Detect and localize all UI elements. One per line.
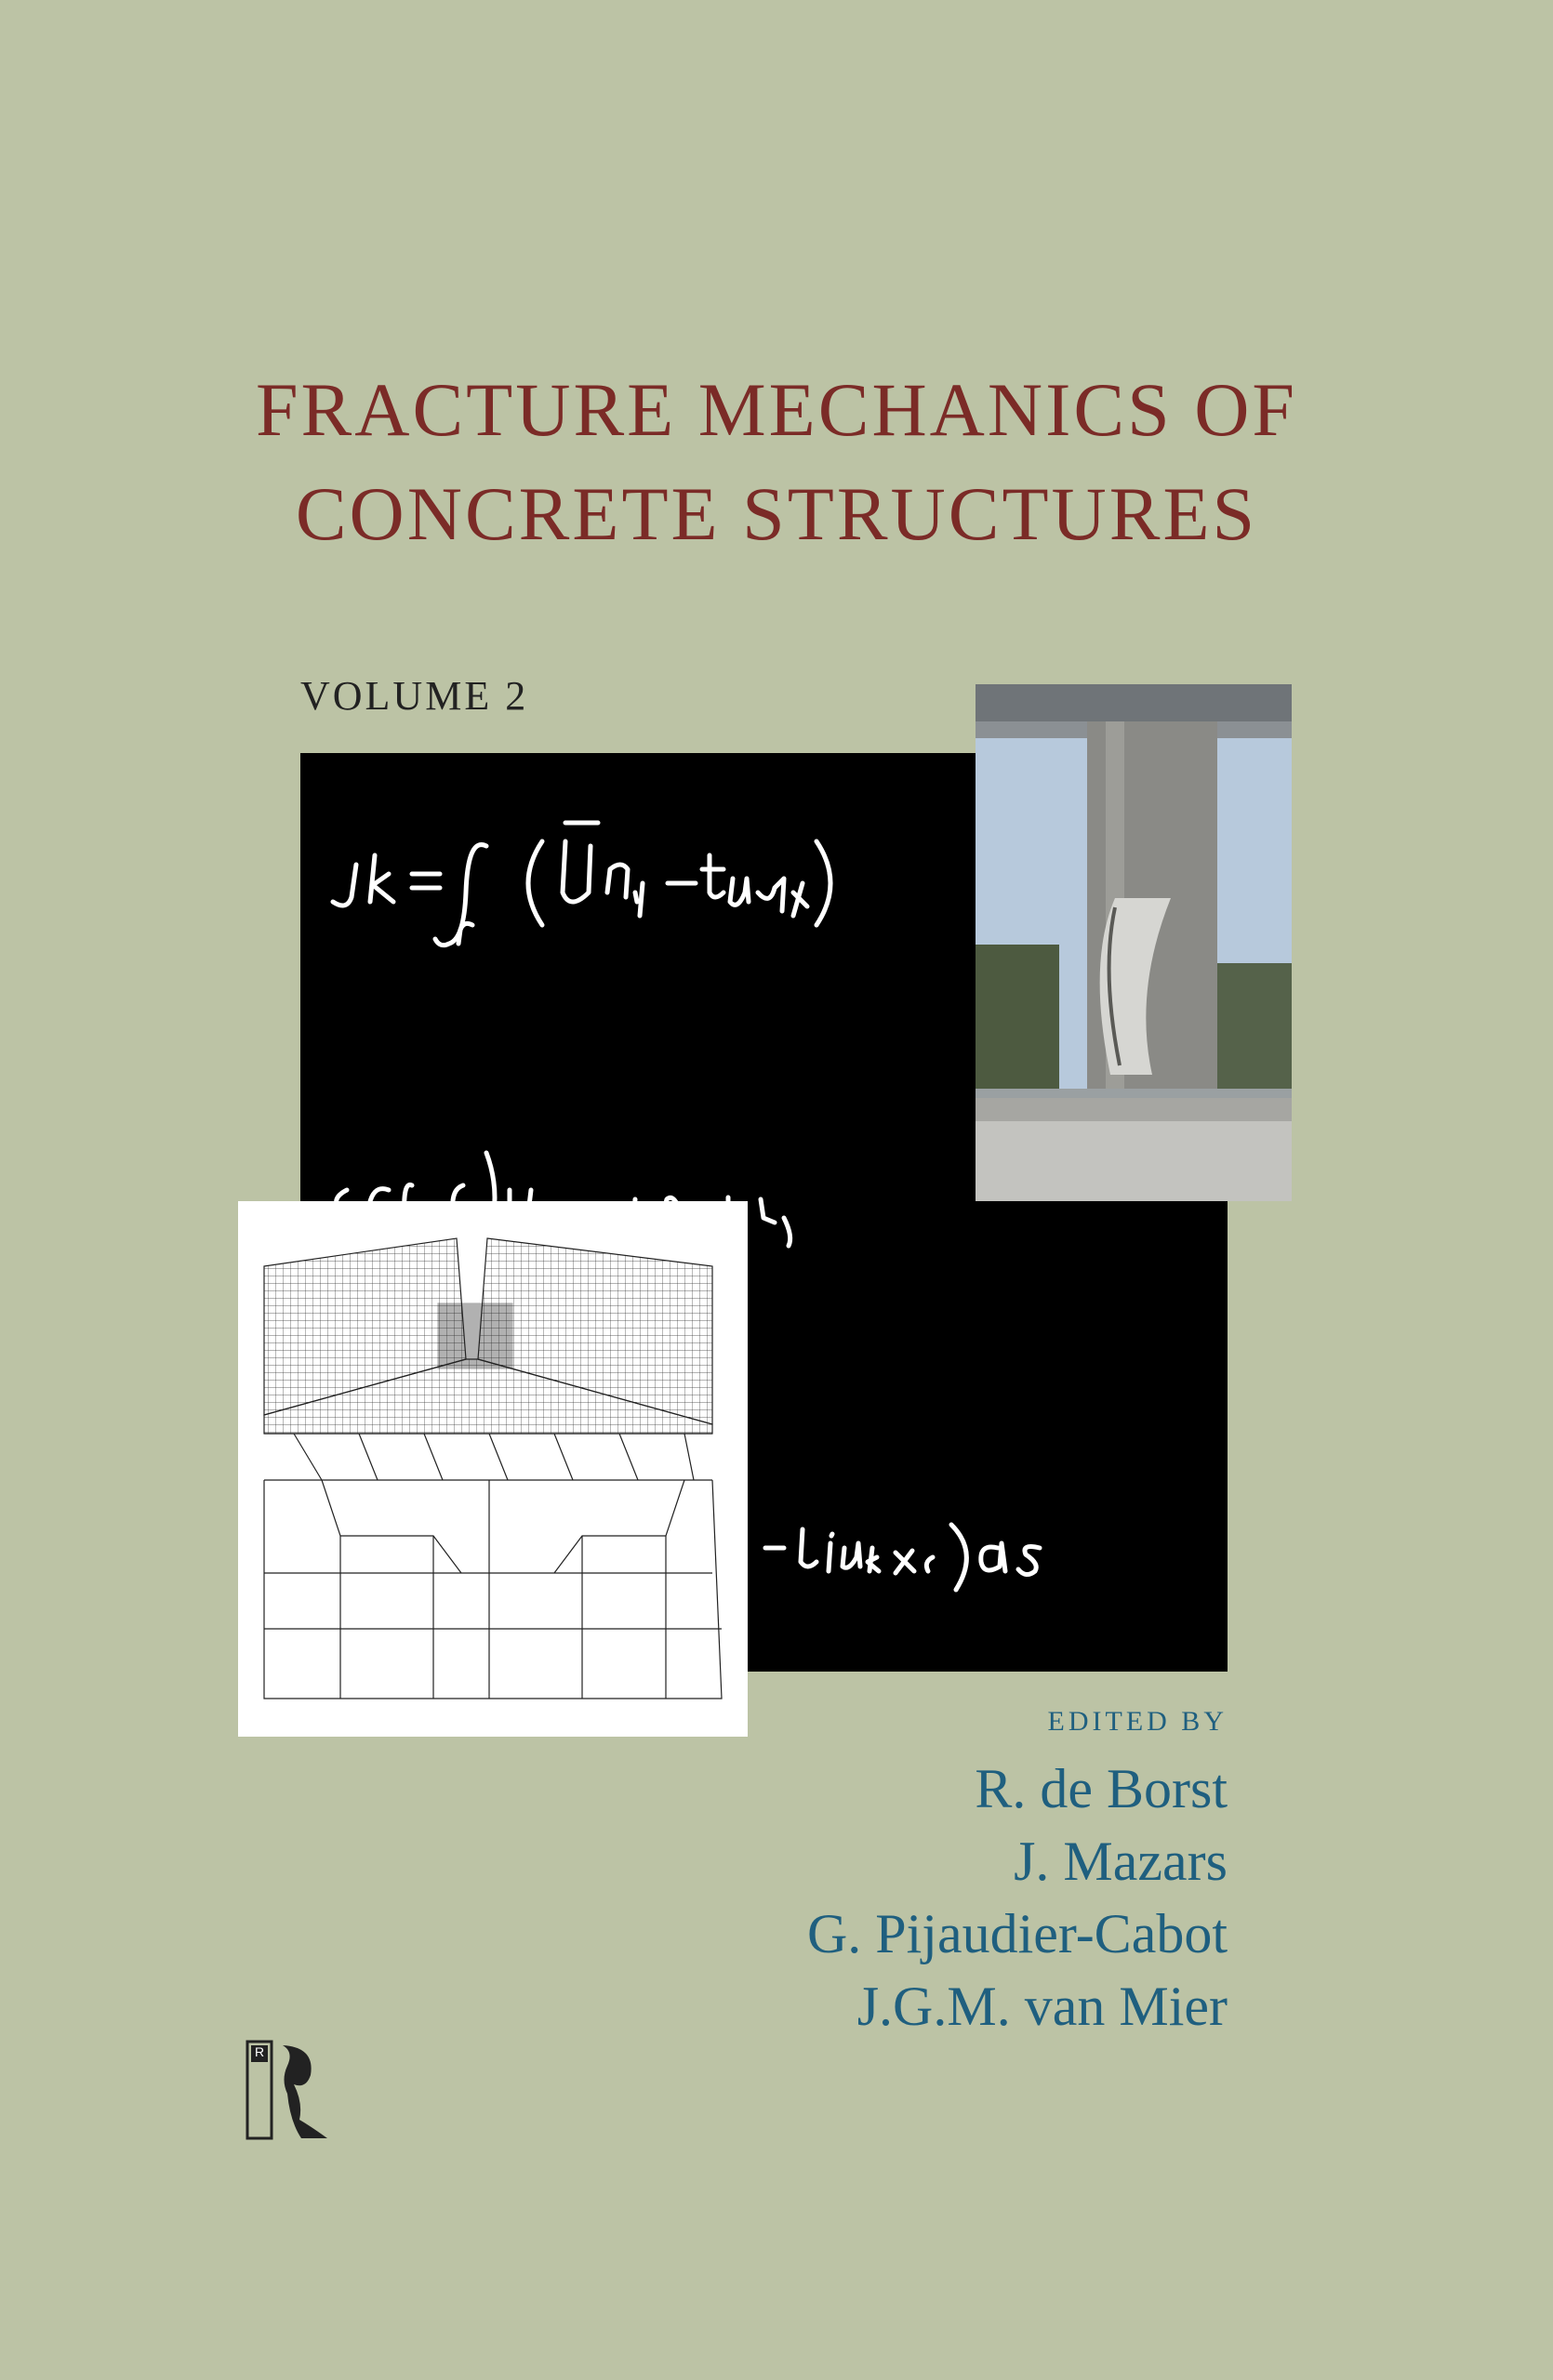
book-title <box>0 358 1553 566</box>
routledge-logo <box>246 2038 331 2142</box>
editor-name: J.G.M. van Mier <box>856 1976 1228 2037</box>
edited-by-label: EDITED BY <box>1047 1706 1228 1737</box>
volume-label: VOLUME 2 <box>300 673 529 719</box>
editors-block <box>807 1706 1228 2043</box>
title-line-2: CONCRETE STRUCTURES <box>295 471 1258 556</box>
editor-name: J. Mazars <box>1014 1831 1228 1892</box>
svg-text:R: R <box>254 2044 265 2059</box>
editor-name: G. Pijaudier-Cabot <box>806 1903 1228 1964</box>
editor-name: R. de Borst <box>975 1758 1228 1819</box>
damaged-column-photo <box>976 684 1292 1201</box>
title-line-1: FRACTURE MECHANICS OF <box>255 367 1298 452</box>
finite-element-mesh-diagram <box>238 1201 748 1737</box>
